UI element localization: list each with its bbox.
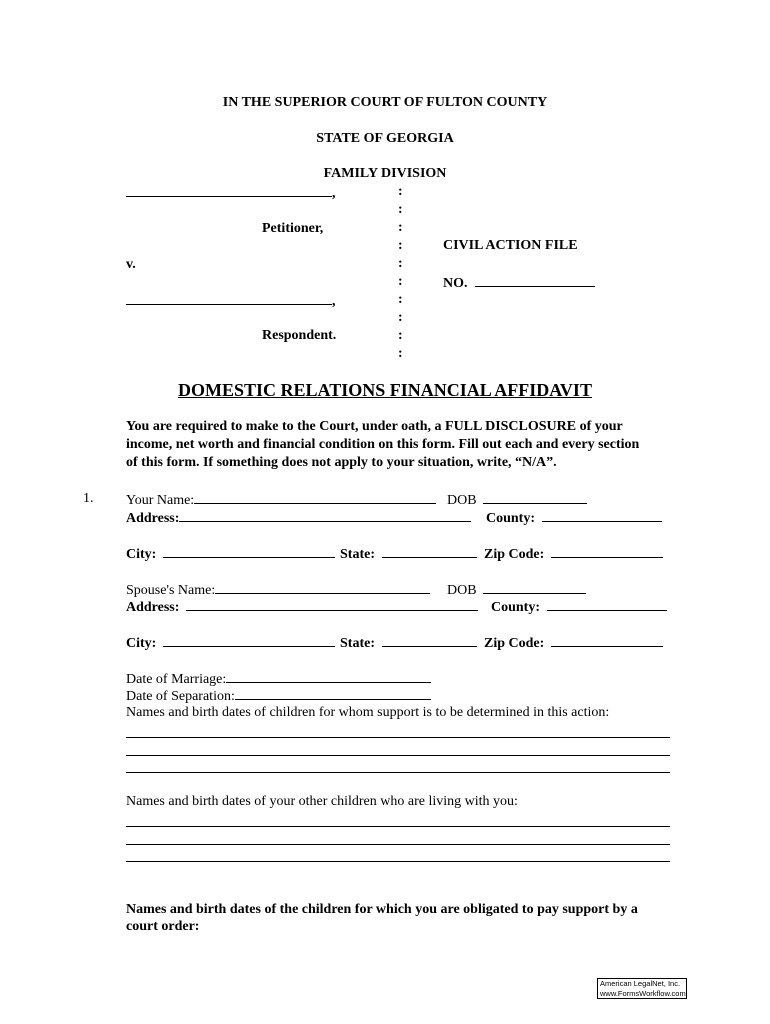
children-support-label: Names and birth dates of children for whom support is to be determined in this action:: [126, 705, 610, 720]
caption-colon: :: [398, 292, 403, 307]
spouse-address-label: Address:: [126, 600, 180, 615]
your-address-label: Address:: [126, 511, 180, 526]
caption-colon: :: [398, 328, 403, 343]
instructions-line: income, net worth and financial condition on this form. Fill out each and every section: [126, 437, 640, 452]
children-support-line[interactable]: [126, 772, 670, 773]
children-support-line[interactable]: [126, 755, 670, 756]
date-of-separation-label: Date of Separation:: [126, 689, 235, 704]
case-number-label: NO.: [443, 276, 468, 291]
spouse-city-field[interactable]: [126, 634, 335, 653]
spouse-state-label: State:: [340, 636, 375, 651]
your-county-label: County:: [486, 511, 536, 526]
your-dob-field[interactable]: [447, 491, 587, 510]
caption-colon: :: [398, 220, 403, 235]
your-dob-label: DOB: [447, 493, 477, 508]
versus-label: v.: [126, 257, 136, 272]
date-of-marriage-label: Date of Marriage:: [126, 672, 227, 687]
document-title: DOMESTIC RELATIONS FINANCIAL AFFIDAVIT: [178, 380, 592, 400]
your-county-field[interactable]: [486, 509, 662, 528]
petitioner-comma: ,: [332, 186, 336, 201]
respondent-comma: ,: [332, 294, 336, 309]
court-heading: IN THE SUPERIOR COURT OF FULTON COUNTY: [222, 95, 548, 110]
section-number: 1.: [83, 491, 94, 506]
date-of-separation-field[interactable]: [126, 687, 431, 706]
spouse-city-label: City:: [126, 636, 157, 651]
spouse-address-field[interactable]: [126, 598, 478, 617]
instructions-line: of this form. If something does not apply to your situation, write, “N/A”.: [126, 455, 557, 470]
court-order-children-label: court order:: [126, 919, 200, 934]
spouse-state-field[interactable]: [340, 634, 477, 653]
petitioner-label: Petitioner,: [262, 221, 324, 236]
state-heading: STATE OF GEORGIA: [316, 131, 454, 146]
publisher-name: American LegalNet, Inc.: [600, 979, 681, 988]
spouse-county-field[interactable]: [491, 598, 667, 617]
caption-colon: :: [398, 238, 403, 253]
your-zip-field[interactable]: [484, 545, 663, 564]
spouse-name-field[interactable]: [126, 581, 430, 600]
spouse-zip-field[interactable]: [484, 634, 663, 653]
caption-colon: :: [398, 274, 403, 289]
other-children-label: Names and birth dates of your other children who are living with you:: [126, 794, 518, 809]
civil-action-file-label: CIVIL ACTION FILE: [443, 238, 578, 253]
publisher-stamp: [597, 978, 687, 999]
your-address-field[interactable]: [126, 509, 471, 528]
other-children-line[interactable]: [126, 844, 670, 845]
spouse-zip-label: Zip Code:: [484, 636, 545, 651]
date-of-marriage-field[interactable]: [126, 670, 431, 689]
respondent-label: Respondent.: [262, 328, 337, 343]
your-city-field[interactable]: [126, 545, 335, 564]
division-heading: FAMILY DIVISION: [323, 166, 447, 181]
case-number-field[interactable]: [443, 274, 595, 293]
instructions-line: You are required to make to the Court, under oath, a FULL DISCLOSURE of your: [126, 419, 623, 434]
other-children-line[interactable]: [126, 861, 670, 862]
your-name-field[interactable]: [126, 491, 436, 510]
children-support-line[interactable]: [126, 737, 670, 738]
spouse-dob-field[interactable]: [447, 581, 586, 600]
your-name-label: Your Name:: [126, 493, 195, 508]
caption-colon: :: [398, 346, 403, 361]
respondent-name-line[interactable]: [126, 292, 336, 311]
other-children-line[interactable]: [126, 826, 670, 827]
your-state-label: State:: [340, 547, 375, 562]
your-city-label: City:: [126, 547, 157, 562]
spouse-name-label: Spouse's Name:: [126, 583, 216, 598]
your-zip-label: Zip Code:: [484, 547, 545, 562]
publisher-website: www.FormsWorkflow.com: [600, 989, 686, 998]
spouse-county-label: County:: [491, 600, 541, 615]
petitioner-name-line[interactable]: [126, 184, 336, 203]
court-order-children-label: Names and birth dates of the children for which you are obligated to pay support by a: [126, 902, 638, 917]
caption-colon: :: [398, 184, 403, 199]
your-state-field[interactable]: [340, 545, 477, 564]
caption-colon: :: [398, 202, 403, 217]
spouse-dob-label: DOB: [447, 583, 477, 598]
caption-colon: :: [398, 256, 403, 271]
caption-colon: :: [398, 310, 403, 325]
